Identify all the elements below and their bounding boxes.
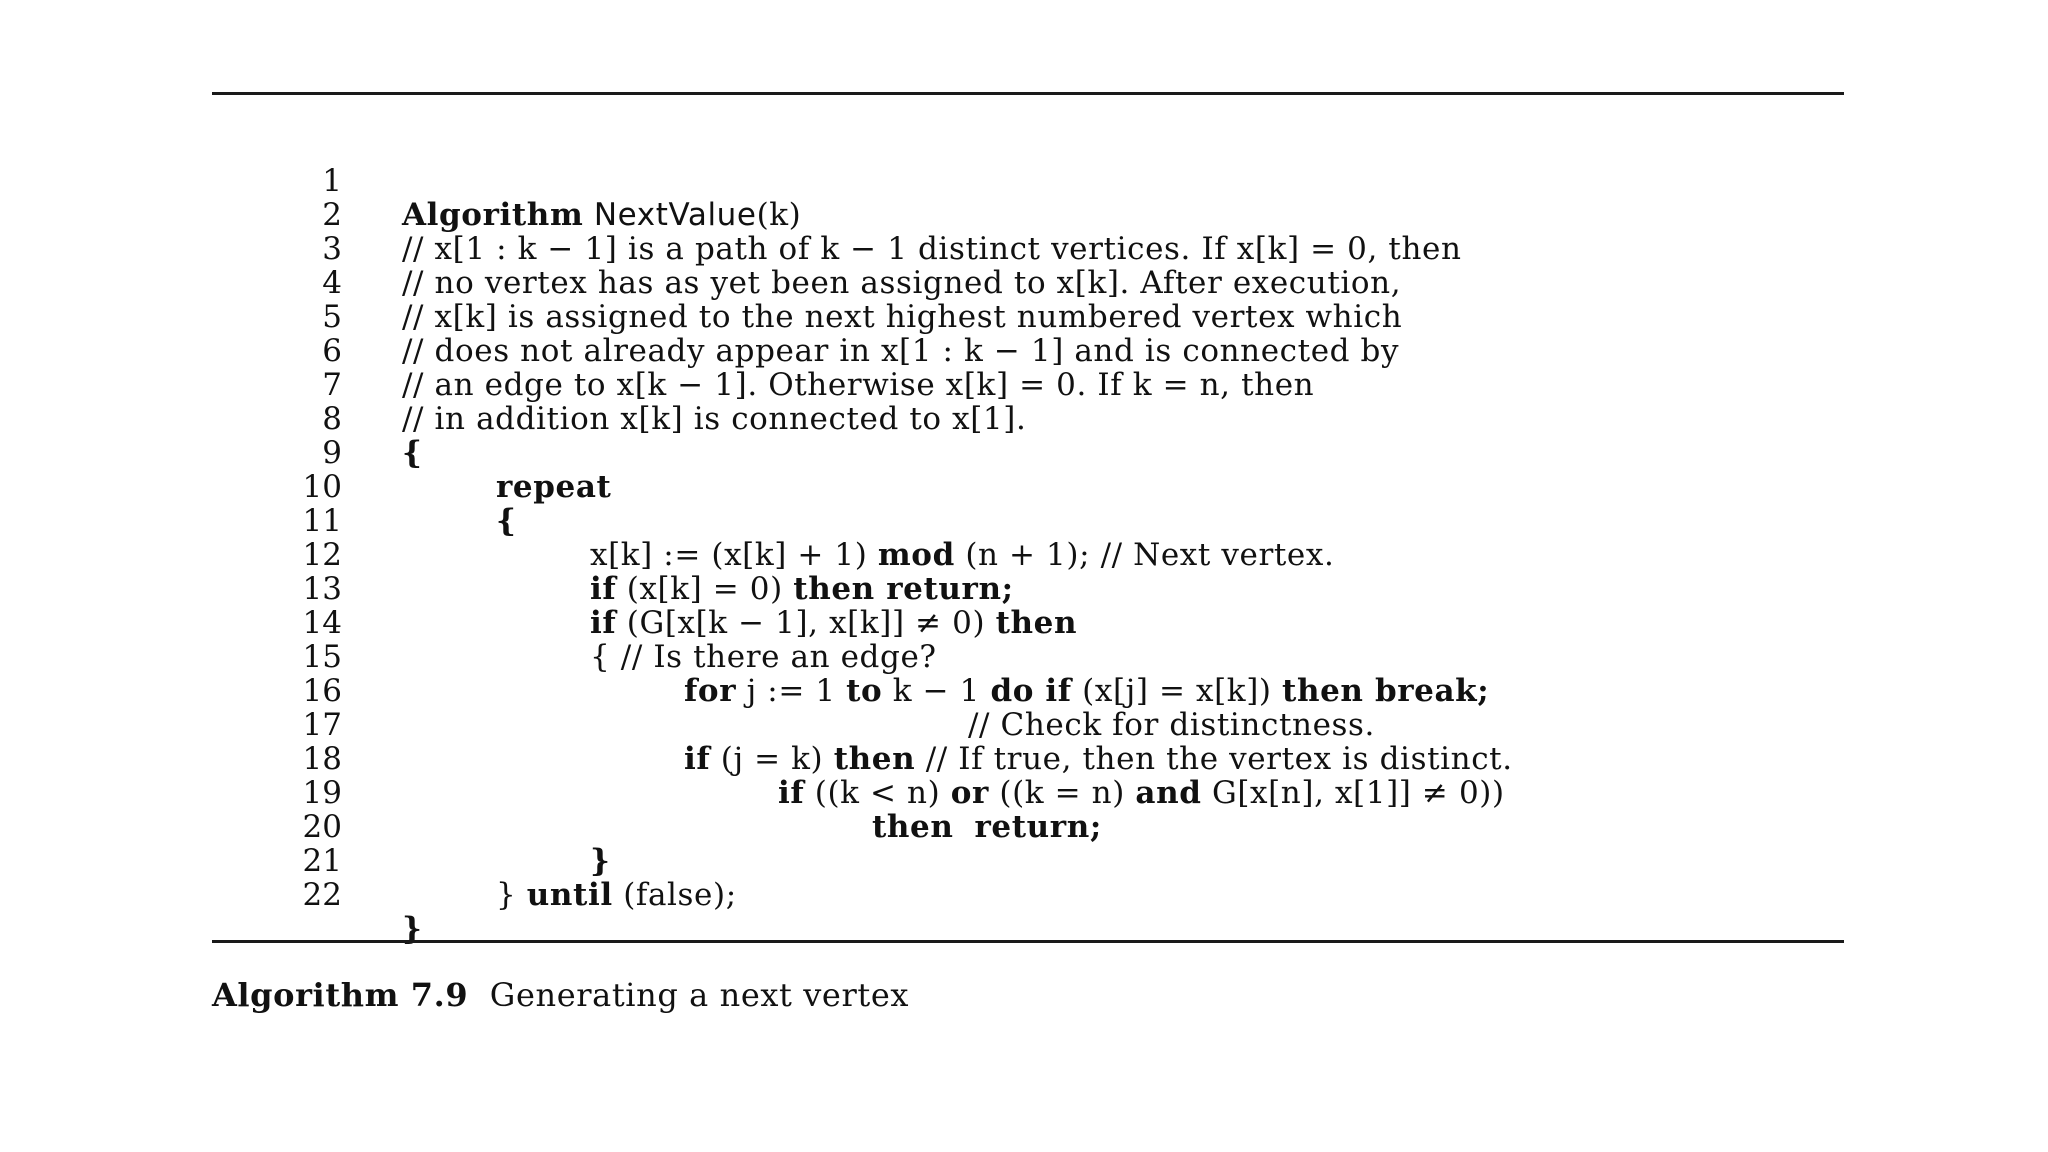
bottom-rule (212, 940, 1844, 943)
algorithm-args: (k) (756, 197, 802, 233)
keyword-then-return: then return; (793, 571, 1014, 607)
repeat-statement (496, 470, 611, 504)
line-number: 16 (302, 673, 342, 709)
keyword-then: then (833, 741, 916, 777)
line-number: 11 (302, 503, 342, 539)
algorithm-name: NextValue (593, 197, 757, 233)
keyword-until: until (526, 877, 613, 913)
comment-line: // x[k] is assigned to the next highest numbered vertex which (402, 299, 1403, 335)
for-statement (684, 674, 1489, 708)
assignment-statement (590, 538, 1334, 572)
code-text: x[k] := (x[k] + 1) (590, 537, 878, 573)
line-number: 7 (322, 367, 342, 403)
keyword-algorithm: Algorithm (402, 197, 584, 233)
comment-line: // no vertex has as yet been assigned to x[k]. After execution, (402, 265, 1402, 301)
keyword-if: if (778, 775, 805, 811)
line-number: 3 (322, 231, 342, 267)
then-return-statement (872, 810, 1102, 844)
keyword-repeat: repeat (496, 469, 612, 505)
code-text: (G[x[k − 1], x[k]] ≠ 0) (616, 605, 996, 641)
line-number: 5 (322, 299, 342, 335)
code-line-1 (0, 130, 802, 233)
if-statement (590, 606, 1077, 640)
open-brace: { (496, 503, 517, 539)
caption-label: Algorithm 7.9 (212, 976, 469, 1014)
line-number: 8 (322, 401, 342, 437)
code-text: (false); (612, 877, 737, 913)
code-text: (j = k) (710, 741, 834, 777)
if-statement (590, 572, 1014, 606)
keyword-do-if: do if (990, 673, 1072, 709)
line-number: 18 (302, 741, 342, 777)
brace-with-comment: { // Is there an edge? (590, 639, 937, 675)
keyword-return: return; (974, 809, 1102, 845)
code-text: ((k = n) (988, 775, 1136, 811)
code-text: k − 1 (882, 673, 991, 709)
line-number: 21 (302, 843, 342, 879)
line-number: 14 (302, 605, 342, 641)
line-number: 12 (302, 537, 342, 573)
comment-line: // x[1 : k − 1] is a path of k − 1 distinct vertices. If x[k] = 0, then (402, 231, 1462, 267)
line-number: 1 (322, 163, 342, 199)
keyword-or: or (950, 775, 989, 811)
caption-text: Generating a next vertex (489, 976, 910, 1014)
code-text: } (496, 877, 527, 913)
if-statement (778, 776, 1505, 810)
if-statement (684, 742, 1513, 776)
line-number: 13 (302, 571, 342, 607)
code-text: (n + 1); // Next vertex. (954, 537, 1335, 573)
line-number: 15 (302, 639, 342, 675)
figure-caption (212, 975, 909, 1015)
code-line-8 (0, 368, 423, 471)
keyword-if: if (590, 571, 617, 607)
comment-line: // does not already appear in x[1 : k − 1] and is connected by (402, 333, 1400, 369)
comment-line: // Check for distinctness. (968, 707, 1375, 743)
keyword-to: to (846, 673, 883, 709)
line-number: 19 (302, 775, 342, 811)
keyword-then: then (872, 809, 954, 845)
keyword-mod: mod (877, 537, 955, 573)
close-brace: } (402, 911, 423, 947)
line-number: 22 (302, 877, 342, 913)
line-number: 6 (322, 333, 342, 369)
keyword-if: if (684, 741, 711, 777)
line-number: 10 (302, 469, 342, 505)
code-text: G[x[n], x[1]] ≠ 0)) (1201, 775, 1505, 811)
line-number: 4 (322, 265, 342, 301)
code-text: // If true, then the vertex is distinct. (915, 741, 1513, 777)
line-number: 17 (302, 707, 342, 743)
close-brace: } (590, 843, 611, 879)
until-statement (496, 878, 737, 912)
comment-line: // in addition x[k] is connected to x[1]. (402, 401, 1027, 437)
code-text: ((k < n) (804, 775, 951, 811)
keyword-then: then (995, 605, 1078, 641)
code-text: j := 1 (736, 673, 847, 709)
keyword-and: and (1135, 775, 1202, 811)
algorithm-header (402, 198, 801, 232)
keyword-if: if (590, 605, 617, 641)
line-number: 20 (302, 809, 342, 845)
keyword-then-break: then break; (1282, 673, 1490, 709)
top-rule (212, 92, 1844, 95)
line-number: 2 (322, 197, 342, 233)
line-number: 9 (322, 435, 342, 471)
comment-line: // an edge to x[k − 1]. Otherwise x[k] = 0. If k = n, then (402, 367, 1315, 403)
open-brace: { (402, 435, 423, 471)
code-text: (x[k] = 0) (616, 571, 794, 607)
keyword-for: for (684, 673, 737, 709)
code-text: (x[j] = x[k]) (1071, 673, 1283, 709)
